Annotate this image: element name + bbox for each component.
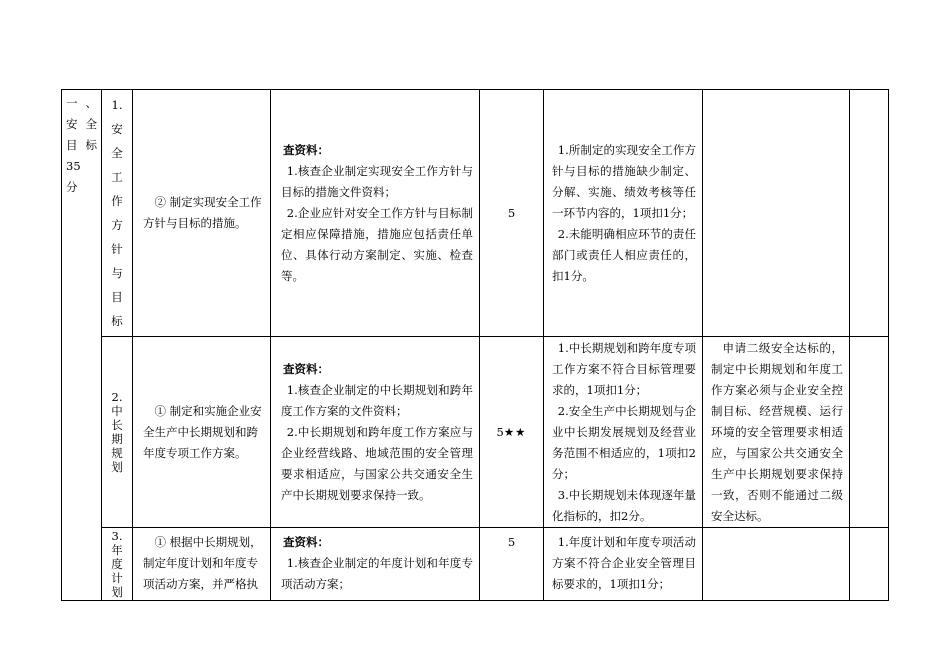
check-point: 1.核查企业制定实现安全工作方针与目标的措施文件资料； (281, 163, 473, 199)
category-cell (62, 90, 102, 601)
check-point: 2.中长期规划和跨年度工作方案应与企业经营线路、地域范围的安全管理要求相适应，与国家公共交通安全生产中长期规划要求保持一致。 (281, 424, 473, 502)
table-row (62, 528, 889, 601)
scoring-standard: 2.未能明确相应环节的责任部门或责任人相应责任的，扣1分。 (552, 226, 696, 283)
item-name-char: 3. (111, 529, 123, 543)
item-name-char: 规 (111, 446, 123, 460)
item-name-char: 中 (111, 404, 123, 418)
score-cell (480, 528, 544, 601)
scoring-standard: 1.年度计划和年度专项活动方案不符合企业安全管理目标要求的，1项扣1分； (552, 535, 696, 591)
scoring-standard-cell (544, 337, 703, 528)
category-text: 安全 (66, 117, 97, 131)
item-name-char: 目 (111, 290, 123, 304)
check-heading: 查资料： (283, 142, 329, 157)
check-point: 2.企业应针对安全工作方针与目标制定相应保障措施，措施应包括责任单位、具体行动方案制定、实施、检查等。 (281, 205, 473, 283)
score-cell (480, 337, 544, 528)
item-name-char: 与 (111, 266, 123, 280)
category-text: 分 (66, 180, 78, 194)
check-heading: 查资料： (283, 535, 329, 549)
score-value: 5 (507, 535, 516, 549)
item-name-char: 划 (111, 460, 123, 474)
check-point: 1.核查企业制定的年度计划和年度专项活动方案； (281, 556, 473, 591)
note-cell: 申请二级安全达标的，制定中长期规划和年度工作方案必须与企业安全控制目标、经营规模、运行环境的安全管理要求相适应，与国家公共交通安全生产中长期规划要求保持一致，否则不能通过二级安全达标。 (703, 337, 850, 528)
item-name-char: 标 (111, 314, 123, 328)
check-method-cell (271, 90, 480, 337)
check-heading: 查资料： (283, 361, 329, 376)
item-name-char: 划 (111, 585, 123, 599)
category-text: 一、 (66, 96, 97, 110)
item-name-cell (102, 337, 133, 528)
item-name-char: 度 (111, 557, 123, 571)
item-name-cell (102, 528, 133, 601)
scoring-standard: 1.所制定的实现安全工作方针与目标的措施缺少制定、分解、实施、绩效考核等任一环节内容的，1项扣1分； (552, 142, 696, 220)
item-name-char: 方 (111, 218, 123, 232)
content-cell: ① 根据中长期规划，制定年度计划和年度专项活动方案，并严格执 (133, 528, 271, 601)
item-name-char: 1. (111, 98, 123, 112)
item-name-char: 全 (111, 146, 123, 160)
item-name-char: 工 (111, 170, 123, 184)
star-rating: ★★ (503, 424, 527, 439)
note-cell (703, 90, 850, 337)
table-row (62, 337, 889, 528)
score-value: 5 (507, 205, 516, 220)
item-name-char: 长 (111, 418, 123, 432)
scoring-standard-cell (544, 90, 703, 337)
item-name-char: 2. (111, 390, 123, 404)
item-name-char: 作 (111, 194, 123, 208)
item-name-char: 年 (111, 543, 123, 557)
scoring-standard: 1.中长期规划和跨年度专项工作方案不符合目标管理要求的，1项扣1分； (552, 340, 696, 397)
blank-cell (850, 337, 889, 528)
assessment-table (61, 89, 889, 601)
content-cell: ① 制定和实施企业安全生产中长期规划和跨年度专项工作方案。 (133, 337, 271, 528)
content-cell: ② 制定实现安全工作方针与目标的措施。 (133, 90, 271, 337)
scoring-standard-cell (544, 528, 703, 601)
table-row (62, 90, 889, 337)
item-name-char: 针 (111, 242, 123, 256)
note-cell (703, 528, 850, 601)
check-method-cell (271, 337, 480, 528)
score-cell (480, 90, 544, 337)
score-value: 5 (496, 424, 504, 439)
scoring-standard: 2.安全生产中长期规划与企业中长期发展规划及经营业务范围不相适应的，1项扣2分； (552, 403, 696, 481)
scoring-standard: 3.中长期规划未体现逐年量化指标的，扣2分。 (552, 487, 696, 523)
blank-cell (850, 90, 889, 337)
item-name-char: 安 (111, 122, 123, 136)
category-text: 35 (66, 159, 81, 173)
check-point: 1.核查企业制定的中长期规划和跨年度工作方案的文件资料； (281, 382, 473, 418)
category-text: 目标 (66, 138, 97, 152)
item-name-char: 期 (111, 432, 123, 446)
blank-cell (850, 528, 889, 601)
check-method-cell (271, 528, 480, 601)
item-name-cell (102, 90, 133, 337)
item-name-char: 计 (111, 571, 123, 585)
